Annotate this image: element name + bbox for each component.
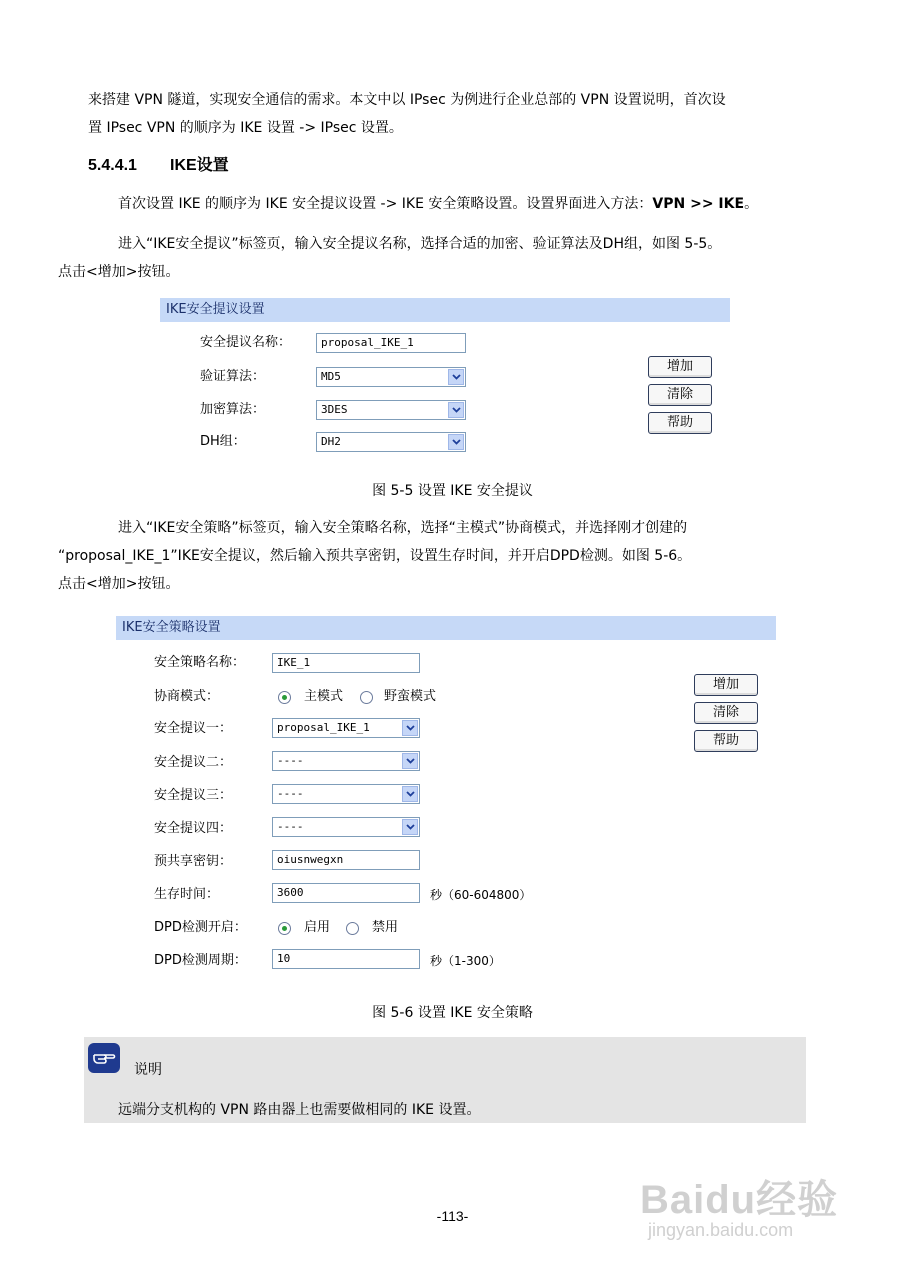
auth-algorithm-select[interactable]	[316, 367, 466, 387]
watermark-sub-text: jingyan.baidu.com	[648, 1220, 794, 1240]
dpd-disable-radio[interactable]	[346, 922, 359, 935]
proposal-1-value: proposal_IKE_1	[277, 721, 370, 734]
policy-instructions	[58, 514, 808, 598]
proposal-help-button[interactable]: 帮助	[648, 412, 712, 434]
watermark-main-text: Baidu经验	[640, 1178, 839, 1222]
dpd-period-label: DPD检测周期：	[154, 953, 247, 968]
note-title: 说明	[134, 1062, 162, 1078]
section-number: 5.4.4.1	[88, 157, 137, 174]
policy-instructions-line-3: 点击<增加>按钮。	[58, 576, 180, 592]
ike-proposal-panel	[160, 298, 730, 458]
ike-policy-header: IKE安全策略设置	[116, 616, 776, 640]
ike-policy-panel	[116, 616, 776, 978]
dpd-disable-option-label: 禁用	[372, 920, 399, 935]
encryption-algorithm-value: 3DES	[321, 403, 348, 416]
lifetime-input[interactable]: 3600	[272, 883, 420, 903]
dpd-enable-option-label: 启用	[304, 920, 331, 935]
proposal-4-label: 安全提议四：	[154, 821, 233, 836]
proposal-clear-button[interactable]: 清除	[648, 384, 712, 406]
proposal-2-value: ----	[277, 754, 304, 767]
chevron-down-icon[interactable]	[448, 369, 464, 385]
chevron-down-icon[interactable]	[448, 434, 464, 450]
proposal-4-value: ----	[277, 820, 304, 833]
figure-caption-5-5: 图 5-5 设置 IKE 安全提议	[372, 483, 533, 499]
policy-help-button[interactable]: 帮助	[694, 730, 758, 752]
lifetime-unit: 秒（60-604800）	[430, 888, 532, 902]
chevron-down-icon[interactable]	[402, 720, 418, 736]
proposal-2-label: 安全提议二：	[154, 755, 233, 770]
dpd-enable-radio[interactable]	[278, 922, 291, 935]
dh-group-select[interactable]	[316, 432, 466, 452]
auth-algorithm-label: 验证算法：	[200, 369, 266, 384]
proposal-name-label: 安全提议名称：	[200, 335, 292, 350]
dpd-period-input[interactable]: 10	[272, 949, 420, 969]
intro-line-2: 置 IPsec VPN 的顺序为 IKE 设置 -> IPsec 设置。	[88, 120, 403, 136]
proposal-3-label: 安全提议三：	[154, 788, 233, 803]
proposal-instructions-line-1: 进入“IKE安全提议”标签页，输入安全提议名称，选择合适的加密、验证算法及DH组，如图 5-5。	[118, 236, 722, 252]
proposal-add-button[interactable]: 增加	[648, 356, 712, 378]
proposal-3-select[interactable]	[272, 784, 420, 804]
psk-label: 预共享密钥：	[154, 854, 233, 869]
proposal-1-label: 安全提议一：	[154, 721, 233, 736]
aggressive-mode-radio[interactable]	[360, 691, 373, 704]
proposal-3-value: ----	[277, 787, 304, 800]
chevron-down-icon[interactable]	[402, 786, 418, 802]
dh-group-value: DH2	[321, 435, 341, 448]
pointing-hand-icon	[88, 1043, 120, 1073]
page-number: -113-	[436, 1208, 469, 1224]
proposal-2-select[interactable]	[272, 751, 420, 771]
auth-algorithm-value: MD5	[321, 370, 341, 383]
proposal-name-input[interactable]: proposal_IKE_1	[316, 333, 466, 353]
section-title: IKE设置	[170, 157, 229, 174]
menu-path: VPN >> IKE	[652, 196, 745, 212]
encryption-algorithm-label: 加密算法：	[200, 402, 266, 417]
chevron-down-icon[interactable]	[448, 402, 464, 418]
negotiation-mode-label: 协商模式：	[154, 689, 220, 704]
dpd-period-unit: 秒（1-300）	[430, 954, 501, 968]
note-box	[84, 1037, 806, 1123]
policy-add-button[interactable]: 增加	[694, 674, 758, 696]
dpd-enable-label: DPD检测开启：	[154, 920, 247, 935]
proposal-instructions	[58, 230, 808, 286]
policy-name-input[interactable]: IKE_1	[272, 653, 420, 673]
chevron-down-icon[interactable]	[402, 819, 418, 835]
proposal-1-select[interactable]	[272, 718, 420, 738]
main-mode-label: 主模式	[304, 689, 344, 704]
intro-paragraph	[88, 86, 808, 142]
negotiation-mode-group	[276, 686, 476, 708]
dh-group-label: DH组：	[200, 434, 246, 449]
lifetime-label: 生存时间：	[154, 887, 220, 902]
psk-input[interactable]: oiusnwegxn	[272, 850, 420, 870]
ike-order-end: 。	[744, 196, 759, 212]
policy-instructions-line-1: 进入“IKE安全策略”标签页，输入安全策略名称，选择“主模式”协商模式，并选择刚才创建的	[118, 520, 688, 536]
aggressive-mode-label: 野蛮模式	[384, 689, 437, 704]
intro-line-1: 来搭建 VPN 隧道，实现安全通信的需求。本文中以 IPsec 为例进行企业总部的 VPN 设置说明，首次设	[88, 92, 726, 108]
proposal-instructions-line-2: 点击<增加>按钮。	[58, 264, 180, 280]
encryption-algorithm-select[interactable]	[316, 400, 466, 420]
chevron-down-icon[interactable]	[402, 753, 418, 769]
proposal-4-select[interactable]	[272, 817, 420, 837]
ike-proposal-header: IKE安全提议设置	[160, 298, 730, 322]
baidu-watermark	[640, 1150, 880, 1250]
ike-order-text: 首次设置 IKE 的顺序为 IKE 安全提议设置 -> IKE 安全策略设置。设置界面进入方法：	[118, 196, 653, 212]
policy-instructions-line-2: “proposal_IKE_1”IKE安全提议，然后输入预共享密钥，设置生存时间，并开启DPD检测。如图 5-6。	[58, 548, 692, 564]
figure-caption-5-6: 图 5-6 设置 IKE 安全策略	[372, 1005, 533, 1021]
note-text: 远端分支机构的 VPN 路由器上也需要做相同的 IKE 设置。	[118, 1102, 481, 1118]
dpd-enable-group	[276, 917, 476, 939]
main-mode-radio[interactable]	[278, 691, 291, 704]
section-heading	[88, 152, 229, 175]
policy-name-label: 安全策略名称：	[154, 655, 246, 670]
policy-clear-button[interactable]: 清除	[694, 702, 758, 724]
ike-order-paragraph	[88, 190, 808, 218]
